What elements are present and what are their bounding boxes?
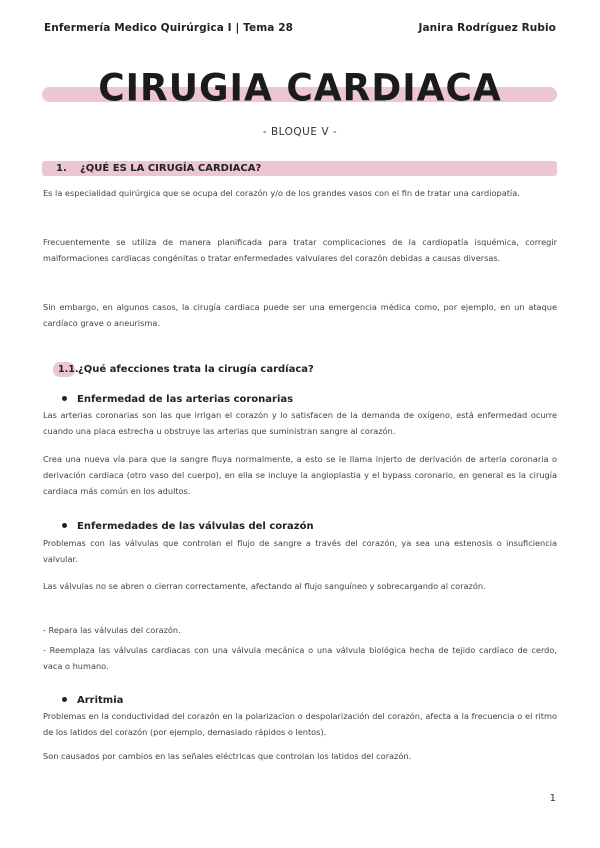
paragraph: Es la especialidad quirúrgica que se ocupa del corazón y/o de los grandes vasos con el fin de tratar una cardiopatía. (43, 188, 520, 198)
paragraph: Crea una nueva vía para que la sangre fluya normalmente, a esto se le llama injerto de derivación de arteria coronaria o derivación cardiaca (otro vaso del cuerpo), en ella se incluye la angioplastia y el bypass coronario, en general es la cirugía cardiaca más común en los adultos. (43, 454, 557, 496)
paragraph: Frecuentemente se utiliza de manera planificada para tratar complicaciones de la cardiopatía isquémica, corregir malformaciones cardiacas congénitas o tratar enfermedades valvulares del corazón debidas a causas diversas. (43, 237, 557, 263)
bullet-icon (62, 697, 67, 702)
section-1-1-title: ¿Qué afecciones trata la cirugía cardíaca? (78, 364, 314, 375)
section-1-number: 1. (56, 163, 67, 174)
bullet-heading-coronary: Enfermedad de las arterias coronarias (62, 394, 293, 405)
header-right: Janira Rodríguez Rubio (418, 22, 556, 34)
paragraph: Las arterias coronarias son las que irrigan el corazón y lo satisfacen de la demanda de oxígeno, está enfermedad ocurre cuando una placa estrecha u obstruye las arterias que suministran sangre al corazón. (43, 410, 557, 436)
paragraph: Problemas con las válvulas que controlan el flujo de sangre a través del corazón, ya sea una estenosis o insuficiencia valvular. (43, 538, 557, 564)
paragraph: Sin embargo, en algunos casos, la cirugía cardiaca puede ser una emergencia médica como, por ejemplo, en un ataque cardíaco grave o aneurisma. (43, 302, 557, 328)
paragraph: - Reemplaza las válvulas cardiacas con una válvula mecánica o una válvula biológica hecha de tejido cardíaco de cerdo, vaca o humano. (43, 645, 557, 671)
section-1-title: ¿QUÉ ES LA CIRUGÍA CARDIACA? (80, 163, 262, 174)
paragraph: Las válvulas no se abren o cierran correctamente, afectando al flujo sanguíneo y sobrecargando al corazón. (43, 581, 486, 591)
bullet-icon (62, 523, 67, 528)
bullet-heading-valves: Enfermedades de las válvulas del corazón (62, 521, 314, 532)
page-number: 1 (549, 793, 556, 804)
bullet-icon (62, 396, 67, 401)
paragraph: Son causados por cambios en las señales eléctricas que controlan los latidos del corazón. (43, 751, 412, 761)
page-subtitle: - BLOQUE V - (262, 126, 338, 138)
page-title: CIRUGIA CARDIACA (98, 66, 502, 111)
section-1-1-number: 1.1. (58, 364, 79, 375)
paragraph: - Repara las válvulas del corazón. (43, 625, 181, 635)
bullet-heading-arrhythmia: Arritmia (62, 695, 123, 706)
header-left: Enfermería Medico Quirúrgica I | Tema 28 (44, 22, 294, 34)
paragraph: Problemas en la conductividad del corazón en la polarizacion o despolarización del corazón, afecta a la frecuencia o el ritmo de los latidos del corazón (por ejemplo, demasiado rápidos o lentos). (43, 711, 557, 737)
